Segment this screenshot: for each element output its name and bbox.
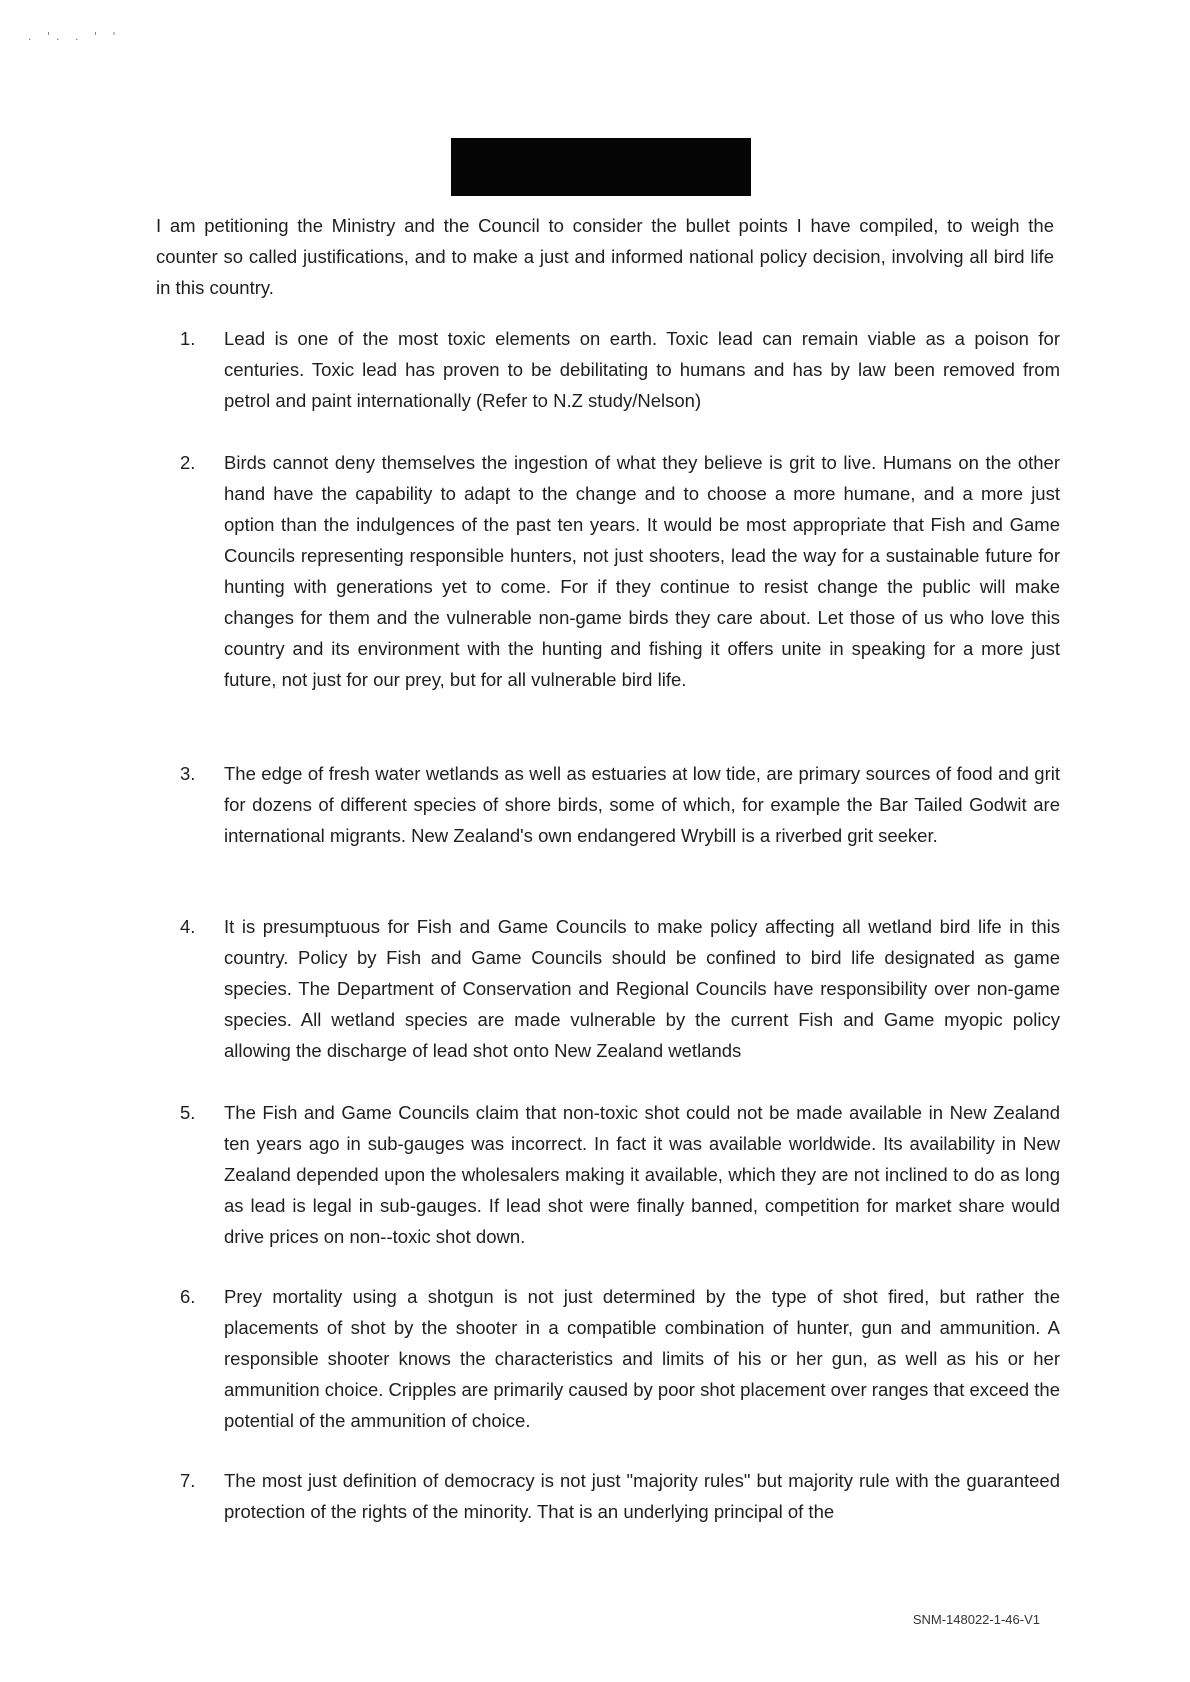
list-item (180, 323, 1060, 416)
list-item (180, 1465, 1060, 1527)
list-item-text: Birds cannot deny themselves the ingestion of what they believe is grit to live. Humans on the other hand have the capability to adapt to the change and to choose a more humane, and a more just option than the indulgences of the past ten years. It would be most appropriate that Fish and Game Councils representing responsible hunters, not just shooters, lead the way for a sustainable future for hunting with generations yet to come. For if they continue to resist change the public will make changes for them and the vulnerable non-game birds they care about. Let those of us who love this country and its environment with the hunting and fishing it offers unite in speaking for a more just future, not just for our prey, but for all vulnerable bird life. (224, 452, 1060, 690)
list-item (180, 911, 1060, 1066)
list-item-number: 7. (180, 1470, 196, 1491)
intro-paragraph: I am petitioning the Ministry and the Council to consider the bullet points I have compiled, to weigh the counter so called justifications, and to make a just and informed national policy decision, involving all bird life in this country. (156, 215, 1054, 298)
list-item (180, 1097, 1060, 1252)
scan-marks: . '. . ' ' (28, 30, 122, 43)
list-item-text: The most just definition of democracy is not just "majority rules" but majority rule with the guaranteed protection of the rights of the minority. That is an underlying principal of the (224, 1470, 1060, 1522)
document-id: SNM-148022-1-46-V1 (912, 1612, 1040, 1627)
list-item-number: 1. (180, 328, 196, 349)
list-item (180, 447, 1060, 695)
list-item-text: Lead is one of the most toxic elements on earth. Toxic lead can remain viable as a poison for centuries. Toxic lead has proven to be debilitating to humans and has by law been removed from petrol and paint internationally (Refer to N.Z study/Nelson) (224, 328, 1060, 411)
list-item-number: 2. (180, 452, 196, 473)
list-item-number: 5. (180, 1102, 196, 1123)
list-item-number: 3. (180, 763, 196, 784)
list-item-text: Prey mortality using a shotgun is not just determined by the type of shot fired, but rather the placements of shot by the shooter in a compatible combination of hunter, gun and ammunition. A responsible shooter knows the characteristics and limits of his or her gun, as well as his or her ammunition choice. Cripples are primarily caused by poor shot placement over ranges that exceed the potential of the ammunition of choice. (224, 1286, 1061, 1431)
list-item-text: The Fish and Game Councils claim that non-toxic shot could not be made available in New Zealand ten years ago in sub-gauges was incorrect. In fact it was available worldwide. Its availability in New Zealand depended upon the wholesalers making it available, which they are not inclined to do as long as lead is legal in sub-gauges. If lead shot were finally banned, competition for market share would drive prices on non--toxic shot down. (224, 1102, 1060, 1247)
list-item (180, 758, 1060, 851)
list-item-number: 4. (180, 916, 196, 937)
list-item-number: 6. (180, 1286, 196, 1307)
list-item-text: It is presumptuous for Fish and Game Councils to make policy affecting all wetland bird life in this country. Policy by Fish and Game Councils should be confined to bird life designated as game species. The Department of Conservation and Regional Councils have responsibility over non-game species. All wetland species are made vulnerable by the current Fish and Game myopic policy allowing the discharge of lead shot onto New Zealand wetlands (224, 916, 1060, 1061)
list-item (180, 1281, 1060, 1436)
redaction-block (451, 138, 751, 196)
list-item-text: The edge of fresh water wetlands as well as estuaries at low tide, are primary sources of food and grit for dozens of different species of shore birds, some of which, for example the Bar Tailed Godwit are international migrants. New Zealand's own endangered Wrybill is a riverbed grit seeker. (224, 763, 1060, 846)
